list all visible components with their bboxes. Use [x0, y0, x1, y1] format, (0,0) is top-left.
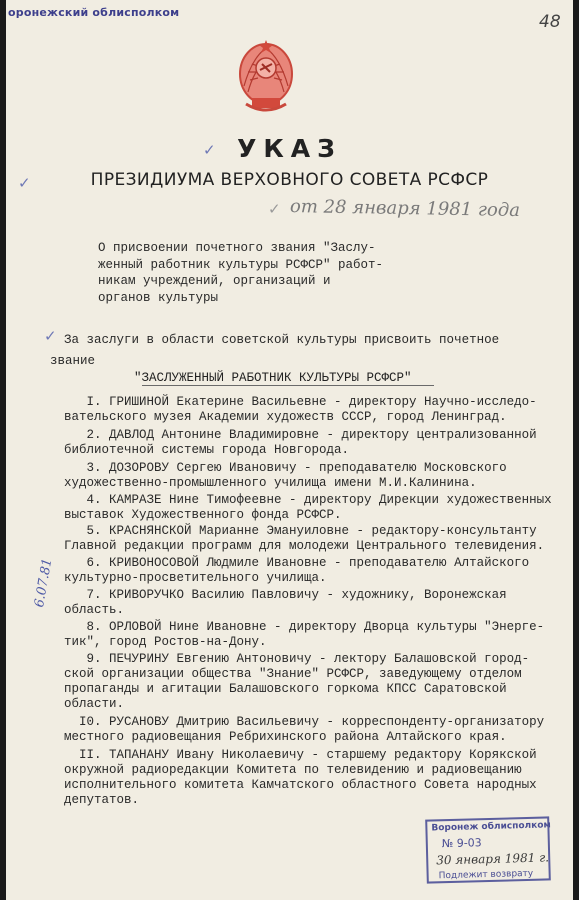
- list-item: местного радиовещания Ребрихинского района Алтайского края.: [64, 730, 507, 744]
- stamp-note: Подлежит возврату: [438, 868, 534, 882]
- list-item: библиотечной системы города Новгорода.: [64, 443, 350, 457]
- list-item: пропаганды и агитации Балашовского горкома КПСС Саратовской: [64, 682, 507, 696]
- check-mark-icon: ✓: [203, 141, 216, 159]
- list-item: 7. КРИВОРУЧКО Василию Павловичу - художнику, Воронежская: [64, 588, 507, 602]
- list-item: тик", город Ростов-на-Дону.: [64, 635, 267, 649]
- check-mark-icon: ✓: [268, 200, 281, 218]
- document-page: [6, 0, 573, 900]
- registration-stamp: [425, 816, 551, 883]
- check-mark-icon: ✓: [44, 327, 57, 345]
- list-item: культурно-просветительного училища.: [64, 571, 327, 585]
- list-item: 8. ОРЛОВОЙ Нине Ивановне - директору Дворца культуры "Энерге-: [64, 620, 545, 634]
- list-item: 2. ДАВЛОД Антонине Владимировне - директору централизованной: [64, 428, 537, 442]
- preamble-line-1: За заслуги в области советской культуры присвоить почетное: [64, 333, 500, 347]
- list-item: II. ТАПАНАНУ Ивану Николаевичу - старшему редактору Корякской: [64, 748, 537, 762]
- list-item: область.: [64, 603, 125, 617]
- handwritten-side-note: 6.07.81: [32, 557, 56, 609]
- decree-title: УКАЗ: [237, 134, 342, 163]
- list-item: 6. КРИВОНОСОВОЙ Людмиле Ивановне - преподавателю Алтайского: [64, 556, 530, 570]
- list-item: окружной радиоредакции Комитета по телевидению и радиовещанию: [64, 763, 522, 777]
- honor-title: "ЗАСЛУЖЕННЫЙ РАБОТНИК КУЛЬТУРЫ РСФСР": [134, 371, 412, 385]
- list-item: 9. ПЕЧУРИНУ Евгению Антоновичу - лектору Балашовской город-: [64, 652, 530, 666]
- list-item: 4. КАМРАЗЕ Нине Тимофеевне - директору Дирекции художественных: [64, 493, 552, 507]
- stamp-number: № 9-03: [441, 836, 482, 851]
- page-number: 48: [539, 12, 561, 32]
- list-item: ской организации общества "Знание" РСФСР, заведующему отделом: [64, 667, 522, 681]
- stamp-top: оронежский облисполком: [8, 6, 180, 19]
- list-item: депутатов.: [64, 793, 140, 807]
- list-item: вательского музея Академии художеств СССР, город Ленинград.: [64, 410, 507, 424]
- check-mark-icon: ✓: [18, 174, 31, 192]
- decree-issuer: ПРЕЗИДИУМА ВЕРХОВНОГО СОВЕТА РСФСР: [90, 170, 489, 190]
- preamble-line-2: звание: [50, 354, 96, 368]
- list-item: Главной редакции программ для молодежи Центрального телевидения.: [64, 539, 545, 553]
- decree-subject: О присвоении почетного звания "Заслу- женный работник культуры РСФСР" работ- никам учреждений, организаций и органов культуры: [98, 241, 384, 305]
- list-item: I. ГРИШИНОЙ Екатерине Васильевне - директору Научно-исследо-: [64, 395, 537, 409]
- list-item: I0. РУСАНОВУ Дмитрию Васильевичу - корреспонденту-организатору: [64, 715, 545, 729]
- list-item: 3. ДОЗОРОВУ Сергею Ивановичу - преподавателю Московского: [64, 461, 507, 475]
- list-item: 5. КРАСНЯНСКОЙ Марианне Эмануиловне - редактору-консультанту: [64, 524, 537, 538]
- stamp-date: 30 января 1981 г.: [436, 850, 550, 868]
- handwritten-date: от 28 января 1981 года: [289, 196, 521, 222]
- list-item: исполнительного комитета Камчатского областного Совета народных: [64, 778, 537, 792]
- list-item: области.: [64, 697, 125, 711]
- rsfsr-emblem-icon: [234, 36, 298, 118]
- stamp-org: Воронеж облисполком: [431, 820, 551, 834]
- list-item: художественно-промышленного училища имени М.И.Калинина.: [64, 476, 477, 490]
- handwritten-underline: [142, 385, 434, 386]
- list-item: выставок Художественного фонда РСФСР.: [64, 508, 342, 522]
